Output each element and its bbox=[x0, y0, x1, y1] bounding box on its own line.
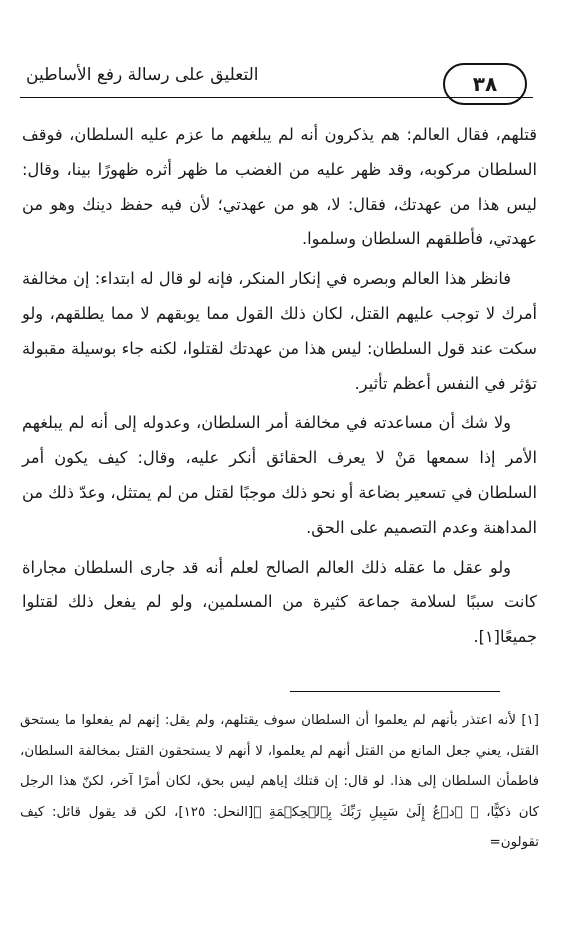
footnote bbox=[20, 706, 539, 859]
footnote-separator bbox=[290, 691, 500, 692]
main-text bbox=[22, 118, 537, 655]
page-number-badge bbox=[443, 63, 527, 105]
paragraph: قتلهم، فقال العالم: هم يذكرون أنه لم يبلغهم ما عزم عليه السلطان، فوقف السلطان مركوبه، وقد ظهر عليه من الغضب ما ظهر أثره ظهورًا بينا، وقال: ليس هذا من عهدتك، فقال: لا، هو من عهدتي؛ لأن فيه حفظ دينك وهو من عهدتي، فأطلقهم السلطان وسلموا. bbox=[22, 125, 537, 249]
paragraph-text: ولو عقل ما عقله ذلك العالم الصالح لعلم أنه قد جارى السلطان مجاراة كانت سببًا لسلامة جماعة كثيرة من المسلمين، ولو لم يفعل ذلك لقتلوا جميعًا bbox=[22, 557, 537, 647]
quran-verse: ﴿ ٱدۡعُ إِلَىٰ سَبِيلِ رَبِّكَ بِٱلۡحِكۡمَةِ ﴾ bbox=[253, 804, 479, 820]
footnote-marker: [١] bbox=[521, 713, 539, 728]
page-header bbox=[20, 55, 533, 105]
footnotes bbox=[20, 706, 539, 859]
running-title: التعليق على رسالة رفع الأساطين bbox=[26, 65, 259, 85]
paragraph: فانظر هذا العالم وبصره في إنكار المنكر، فإنه لو قال له ابتداء: إن مخالفة أمرك لا توجب عليهم القتل، لكان ذلك القول مما يوبقهم لا مما يطلقهم، ولو سكت عند قول السلطان: ليس هذا من عهدتك لقتلوا، لكنه جاء بوسيلة مقبولة تؤثر في النفس أعظم تأثير. bbox=[22, 269, 537, 393]
footnote-text: لأنه اعتذر بأنهم لم يعلموا أن السلطان سوف يقتلهم، ولم يقل: إنهم لم يفعلوا ما يستحق القتل، يعني جعل المانع من القتل أنهم لم يعلموا، لا أنهم لا يستحقون القتل بمخالفة السلطان، فاطمأن السلطان إلى هذا. لو قال: إن قتلك إياهم ليس بحق، لكان أمرًا آخر، لكنّ هذا الرجل كان ذكيًّا، bbox=[20, 713, 539, 820]
paragraph: ولا شك أن مساعدته في مخالفة أمر السلطان، وعدوله إلى أنه لم يبلغهم الأمر إذا سمعها مَنْ لا يعرف الحقائق أنكر عليه، وقال: كيف يكون أمر السلطان في تسعير بضاعة أو نحو ذلك موجبًا لقتل من لم يمتثل، وعدّ ذلك من المداهنة وعدم التصميم على الحق. bbox=[22, 413, 537, 537]
page-number: ٣٨ bbox=[472, 72, 498, 96]
paragraph: ولو عقل ما عقله ذلك العالم الصالح لعلم أنه قد جارى السلطان مجاراة كانت سببًا لسلامة جماعة كثيرة من المسلمين، ولو لم يفعل ذلك لقتلوا جميعًا[١]. bbox=[22, 557, 537, 647]
verse-reference: [النحل: ١٢٥] bbox=[178, 804, 254, 820]
footnote-reference: [١] bbox=[478, 627, 500, 647]
footnote-continuation: ، لكن قد يقول قائل: كيف تقولون= bbox=[20, 804, 539, 850]
header-rule bbox=[20, 97, 533, 98]
